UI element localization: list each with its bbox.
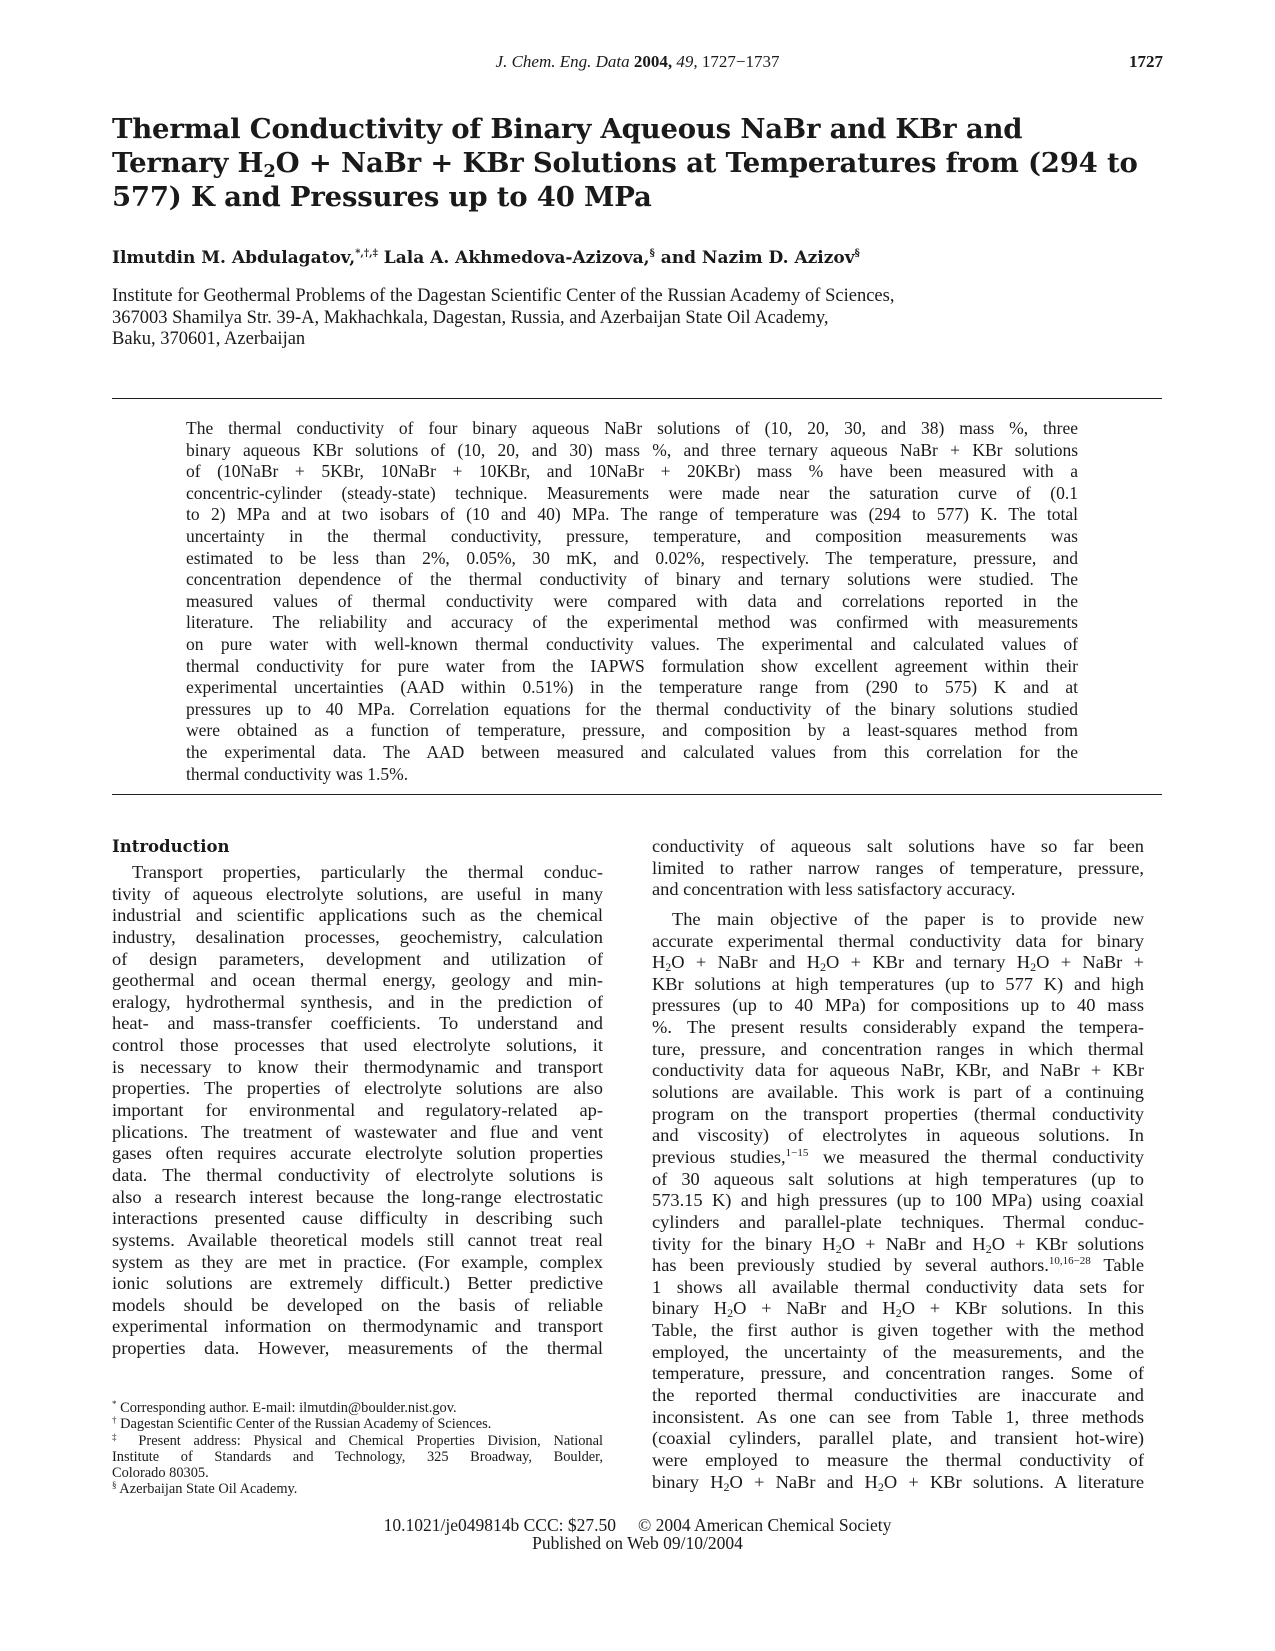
text-line: has been previously studied by several authors.$^{10,16-28}$ Table bbox=[652, 1255, 1144, 1276]
page-number: 1727 bbox=[1129, 52, 1163, 71]
section-heading-introduction: Introduction bbox=[112, 837, 230, 856]
text-line: eralogy, hydrothermal synthesis, and in the prediction of bbox=[112, 991, 603, 1012]
text-line: of design parameters, development and utilization of bbox=[112, 948, 603, 969]
text-line: also a research interest because the long-range electrostatic bbox=[112, 1186, 603, 1207]
author-2: Lala A. Akhmedova-Azizova, bbox=[377, 248, 650, 268]
citation-ref: 1−15 bbox=[785, 1146, 809, 1159]
author-3: and Nazim D. Azizov bbox=[654, 248, 855, 268]
text-line: Table, the first author is given together with the method bbox=[652, 1320, 1144, 1341]
text-line: %. The present results considerably expand the tempera- bbox=[652, 1017, 1144, 1038]
abstract-line: estimated to be less than 2%, 0.05%, 30 mK, and 0.02%, respectively. The temperature, pressure, and bbox=[186, 547, 1078, 568]
published-date: Published on Web 09/10/2004 bbox=[532, 1533, 743, 1553]
text-line: pressures (up to 40 MPa) for compositions up to 40 mass bbox=[652, 995, 1144, 1016]
text-line: properties. The properties of electrolyte solutions are also bbox=[112, 1078, 603, 1099]
abstract-bottom-rule bbox=[112, 794, 1162, 795]
abstract-line: on pure water with well-known thermal conductivity values. The experimental and calculated values of bbox=[186, 633, 1078, 654]
abstract-line: pressures up to 40 MPa. Correlation equations for the thermal conductivity of the binary solutions studied bbox=[186, 698, 1078, 719]
text-line: binary $H_2O$ + NaBr and $H_2O$ + KBr solutions. In this bbox=[652, 1298, 1144, 1321]
text-line: accurate experimental thermal conductivity data for binary bbox=[652, 930, 1144, 951]
text-line: The main objective of the paper is to provide new bbox=[672, 908, 1144, 929]
author-list bbox=[112, 248, 1172, 268]
affiliation-line: Institute for Geothermal Problems of the Dagestan Scientific Center of the Russian Academy of Sciences, bbox=[112, 286, 895, 306]
abstract-line: to 2) MPa and at two isobars of (10 and 40) MPa. The range of temperature was (294 to 577) K. The total bbox=[186, 504, 1078, 525]
text-line: data. The thermal conductivity of electrolyte solutions is bbox=[112, 1164, 603, 1185]
running-header bbox=[0, 52, 1275, 76]
page-footer bbox=[0, 1516, 1275, 1552]
author-1-marks: *,†,‡ bbox=[355, 248, 378, 259]
footnote-present-address-cont: Institute of Standards and Technology, 325 Broadway, Boulder, bbox=[112, 1448, 603, 1465]
abstract-line: were obtained as a function of temperature, pressure, and composition by a least-squares method from bbox=[186, 720, 1078, 741]
text-line: ture, pressure, and concentration ranges in which thermal bbox=[652, 1038, 1144, 1059]
text-line: tivity of aqueous electrolyte solutions, are useful in many bbox=[112, 883, 603, 904]
text-line: of 30 aqueous salt solutions at high temperatures (up to bbox=[652, 1168, 1144, 1189]
journal-volume: 49, bbox=[676, 52, 698, 71]
footnotes bbox=[112, 1400, 603, 1498]
text-line: ionic solutions are extremely difficult.) Better predictive bbox=[112, 1273, 603, 1294]
text-line: heat- and mass-transfer coefficients. To understand and bbox=[112, 1013, 603, 1034]
journal-name: J. Chem. Eng. Data bbox=[495, 52, 630, 71]
footnote-azerbaijan: § Azerbaijan State Oil Academy. bbox=[112, 1481, 298, 1498]
abstract-line: measured values of thermal conductivity were compared with data and correlations reported in the bbox=[186, 590, 1078, 611]
text-line: control those processes that used electrolyte solutions, it bbox=[112, 1035, 603, 1056]
footnote-corresponding: * Corresponding author. E-mail: ilmutdin@boulder.nist.gov. bbox=[112, 1400, 457, 1416]
right-column bbox=[652, 836, 1144, 1493]
text-line: is necessary to know their thermodynamic and transport bbox=[112, 1056, 603, 1077]
text-line: solutions are available. This work is part of a continuing bbox=[652, 1082, 1144, 1103]
abstract-line: concentration dependence of the thermal conductivity of binary and ternary solutions were studied. The bbox=[186, 569, 1078, 590]
text-line: and viscosity) of electrolytes in aqueous solutions. In bbox=[652, 1125, 1144, 1146]
text-line: conductivity data for aqueous NaBr, KBr, and NaBr + KBr bbox=[652, 1060, 1144, 1081]
text-line: interactions presented cause difficulty in describing such bbox=[112, 1208, 603, 1229]
citation-ref: 10,16−28 bbox=[1048, 1255, 1091, 1268]
journal-year: 2004, bbox=[633, 52, 673, 71]
abstract-line: The thermal conductivity of four binary aqueous NaBr solutions of (10, 20, 30, and 38) mass %, three bbox=[186, 418, 1078, 438]
author-1: Ilmutdin M. Abdulagatov, bbox=[112, 248, 356, 268]
text-line: plications. The treatment of wastewater and flue and vent bbox=[112, 1121, 603, 1142]
text-line: limited to rather narrow ranges of temperature, pressure, bbox=[652, 857, 1144, 878]
doi: 10.1021/je049814b CCC: $27.50 bbox=[383, 1515, 616, 1535]
text-line: Transport properties, particularly the thermal conduc- bbox=[132, 862, 603, 882]
text-line: program on the transport properties (thermal conductivity bbox=[652, 1103, 1144, 1124]
affiliation bbox=[112, 286, 1182, 351]
affiliation-line: Baku, 370601, Azerbaijan bbox=[112, 329, 306, 349]
title-line-2: Ternary $H_2O$ + NaBr + KBr Solutions at Temperatures from (294 to bbox=[112, 147, 1138, 182]
abstract-line: binary aqueous KBr solutions of (10, 20, and 30) mass %, and three ternary aqueous NaBr + KBr solutions bbox=[186, 439, 1078, 460]
text-line: cylinders and parallel-plate techniques. Thermal conduc- bbox=[652, 1211, 1144, 1232]
text-line: inconsistent. As one can see from Table 1, three methods bbox=[652, 1406, 1144, 1427]
text-line: binary $H_2O$ + NaBr and $H_2O$ + KBr solutions. A literature bbox=[652, 1471, 1144, 1494]
abstract-line: thermal conductivity for pure water from the IAPWS formulation show excellent agreement within their bbox=[186, 655, 1078, 676]
introduction-paragraph bbox=[112, 862, 603, 1360]
text-line: tivity for the binary $H_2O$ + NaBr and $H_2O$ + KBr solutions bbox=[652, 1233, 1144, 1256]
author-3-marks: § bbox=[854, 248, 860, 259]
text-line: 1 shows all available thermal conductivity data sets for bbox=[652, 1276, 1144, 1297]
text-line: temperature, pressure, and concentration ranges. Some of bbox=[652, 1363, 1144, 1384]
title-line-1: Thermal Conductivity of Binary Aqueous NaBr and KBr and bbox=[112, 113, 1023, 145]
abstract-line: concentric-cylinder (steady-state) technique. Measurements were made near the saturation curve of (0.1 bbox=[186, 482, 1078, 503]
text-line: were employed to measure the thermal conductivity of bbox=[652, 1449, 1144, 1470]
abstract-line: the experimental data. The AAD between measured and calculated values from this correlation for the bbox=[186, 741, 1078, 762]
text-line: properties data. However, measurements of the thermal bbox=[112, 1338, 603, 1359]
footnote-present-address: ‡ Present address: Physical and Chemical Properties Division, National bbox=[112, 1432, 603, 1449]
left-column bbox=[112, 836, 603, 1360]
text-line: previous studies,$^{1-15}$ we measured the thermal conductivity bbox=[652, 1146, 1144, 1167]
author-2-marks: § bbox=[649, 248, 655, 259]
copyright: © 2004 American Chemical Society bbox=[638, 1515, 892, 1535]
text-line: the reported thermal conductivities are inaccurate and bbox=[652, 1385, 1144, 1406]
abstract bbox=[186, 418, 1078, 785]
right-paragraph-1 bbox=[652, 836, 1144, 901]
text-line: employed, the uncertainty of the measurements, and the bbox=[652, 1341, 1144, 1362]
journal-citation bbox=[0, 52, 1275, 72]
journal-pages: 1727−1737 bbox=[701, 52, 780, 71]
title-line-3: 577) K and Pressures up to 40 MPa bbox=[112, 181, 652, 213]
text-line: models should be developed on the basis of reliable bbox=[112, 1294, 603, 1315]
footnote-present-address-cont: Colorado 80305. bbox=[112, 1465, 209, 1482]
text-line: $H_2O$ + NaBr and $H_2O$ + KBr and ternary $H_2O$ + NaBr + bbox=[652, 952, 1144, 974]
right-paragraph-2 bbox=[652, 909, 1144, 1493]
text-line: and concentration with less satisfactory accuracy. bbox=[652, 879, 1016, 900]
text-line: geothermal and ocean thermal energy, geology and min- bbox=[112, 970, 603, 991]
text-line: (coaxial cylinders, parallel plate, and transient hot-wire) bbox=[652, 1428, 1144, 1449]
abstract-line: of (10NaBr + 5KBr, 10NaBr + 10KBr, and 10NaBr + 20KBr) mass % have been measured with a bbox=[186, 461, 1078, 482]
text-line: 573.15 K) and high pressures (up to 100 MPa) using coaxial bbox=[652, 1190, 1144, 1211]
text-line: system as they are met in practice. (For example, complex bbox=[112, 1251, 603, 1272]
text-line: conductivity of aqueous salt solutions have so far been bbox=[652, 836, 1144, 856]
text-line: important for environmental and regulatory-related ap- bbox=[112, 1100, 603, 1121]
text-line: experimental information on thermodynamic and transport bbox=[112, 1316, 603, 1337]
affiliation-line: 367003 Shamilya Str. 39-A, Makhachkala, Dagestan, Russia, and Azerbaijan State Oil Academy, bbox=[112, 307, 829, 328]
text-line: industry, desalination processes, geochemistry, calculation bbox=[112, 926, 603, 947]
text-line: systems. Available theoretical models still cannot treat real bbox=[112, 1229, 603, 1250]
abstract-line: experimental uncertainties (AAD within 0.51%) in the temperature range from (290 to 575) K and at bbox=[186, 677, 1078, 698]
footnote-dagestan: † Dagestan Scientific Center of the Russian Academy of Sciences. bbox=[112, 1416, 492, 1433]
abstract-line: thermal conductivity was 1.5%. bbox=[186, 763, 409, 784]
abstract-top-rule bbox=[112, 398, 1162, 399]
paper-title bbox=[112, 112, 1172, 214]
text-line: KBr solutions at high temperatures (up to 577 K) and high bbox=[652, 973, 1144, 994]
abstract-line: literature. The reliability and accuracy of the experimental method was confirmed with measurements bbox=[186, 612, 1078, 633]
text-line: gases often requires accurate electrolyte solution properties bbox=[112, 1143, 603, 1164]
text-line: industrial and scientific applications such as the chemical bbox=[112, 905, 603, 926]
footer-doi-row bbox=[0, 1516, 1275, 1534]
abstract-line: uncertainty in the thermal conductivity, pressure, temperature, and composition measurements was bbox=[186, 525, 1078, 546]
